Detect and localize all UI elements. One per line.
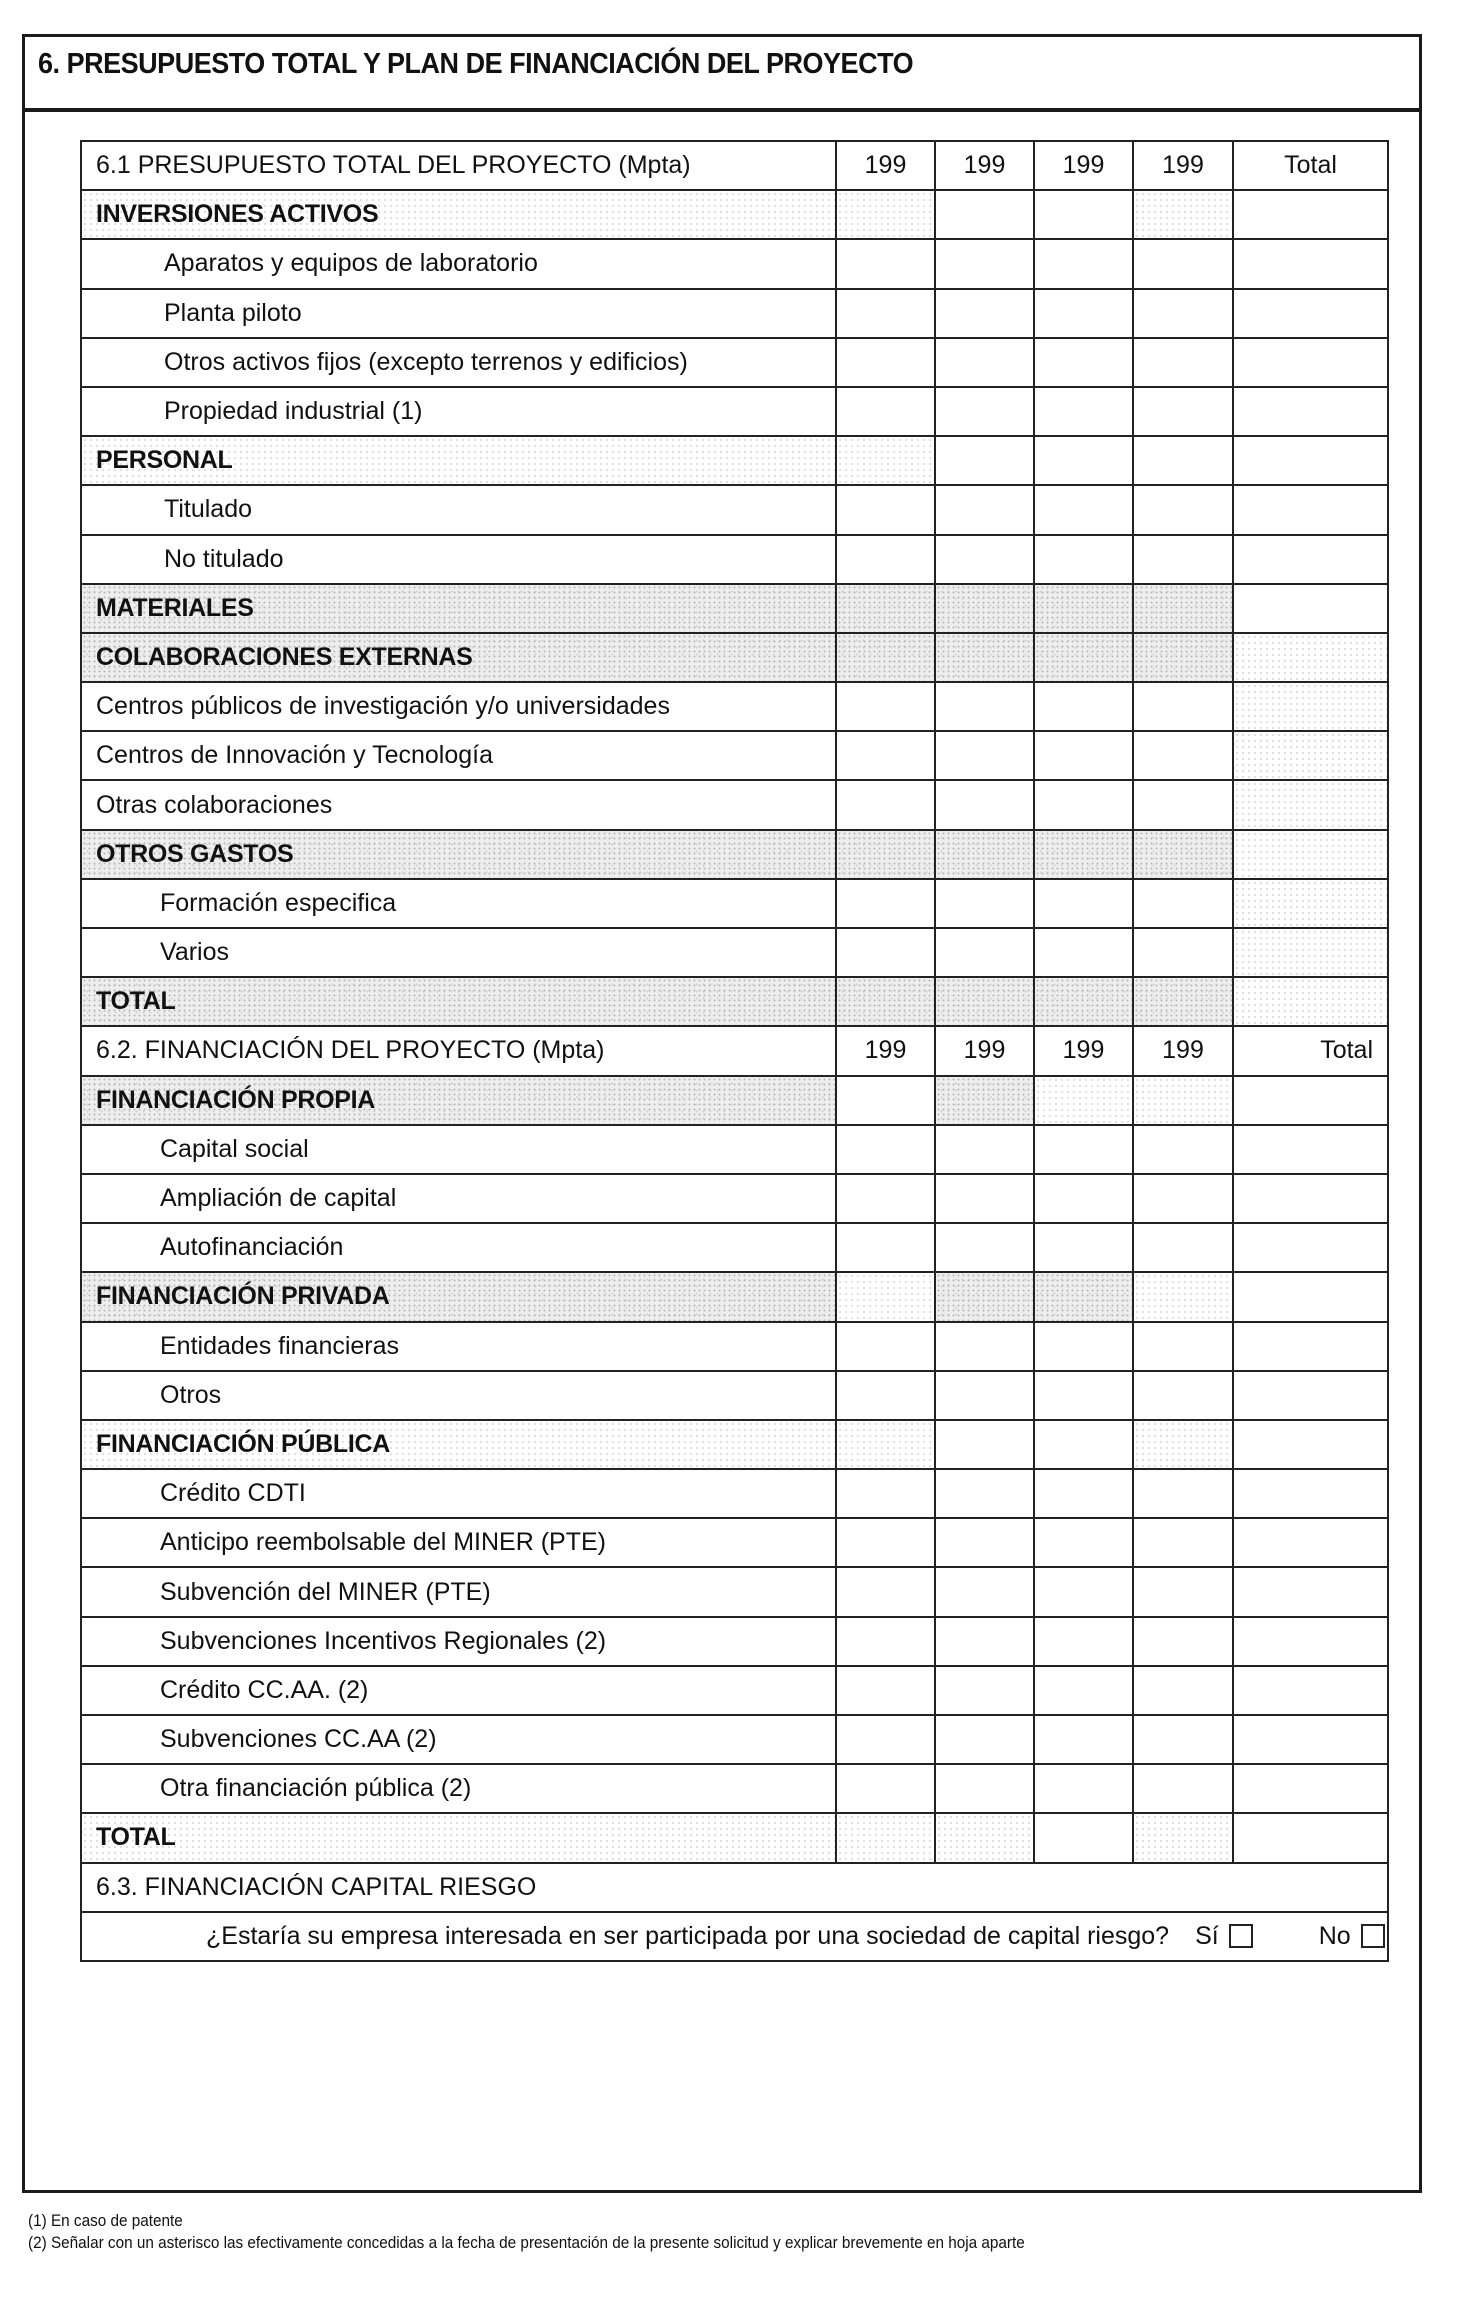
financing-item-row <box>81 1764 1388 1813</box>
budget-item-row <box>81 780 1388 829</box>
item-label: Subvenciones CC.AA (2) <box>81 1715 836 1764</box>
total-cell[interactable] <box>1233 830 1388 879</box>
category-row <box>81 584 1388 633</box>
item-label: Otra financiación pública (2) <box>81 1764 836 1813</box>
amount-cell[interactable] <box>1034 830 1133 879</box>
budget-item-row <box>81 338 1388 387</box>
item-label: Entidades financieras <box>81 1322 836 1371</box>
budget-total-row <box>81 977 1388 1026</box>
amount-cell[interactable] <box>836 830 935 879</box>
amount-cell[interactable] <box>1133 436 1233 485</box>
year-header: 199 <box>836 141 935 190</box>
financing-item-row <box>81 1617 1388 1666</box>
amount-cell[interactable] <box>1133 584 1233 633</box>
total-header: Total <box>1233 1026 1388 1075</box>
amount-cell[interactable] <box>1133 1813 1233 1862</box>
total-cell[interactable] <box>1233 1420 1388 1469</box>
amount-cell[interactable] <box>1133 928 1233 977</box>
amount-cell[interactable] <box>836 780 935 829</box>
financing-item-row <box>81 1666 1388 1715</box>
total-cell[interactable] <box>1233 1666 1388 1715</box>
category-privada: FINANCIACIÓN PRIVADA <box>81 1272 836 1321</box>
venture-question-cell <box>81 1912 1388 1961</box>
total-cell[interactable] <box>1233 633 1388 682</box>
budget-item-row <box>81 928 1388 977</box>
amount-cell[interactable] <box>1034 780 1133 829</box>
amount-cell[interactable] <box>935 1813 1034 1862</box>
total-cell[interactable] <box>1233 1272 1388 1321</box>
financing-item-row <box>81 1518 1388 1567</box>
amount-cell[interactable] <box>1034 1076 1133 1125</box>
budget-item-row <box>81 879 1388 928</box>
amount-cell[interactable] <box>836 1567 935 1616</box>
item-label: Otras colaboraciones <box>81 780 836 829</box>
total-cell[interactable] <box>1233 190 1388 239</box>
category-row <box>81 1076 1388 1125</box>
amount-cell[interactable] <box>935 535 1034 584</box>
item-label: Subvención del MINER (PTE) <box>81 1567 836 1616</box>
amount-cell[interactable] <box>935 1371 1034 1420</box>
venture-question: ¿Estaría su empresa interesada en ser participada por una sociedad de capital riesgo? <box>206 1921 1170 1950</box>
amount-cell[interactable] <box>1034 338 1133 387</box>
amount-cell[interactable] <box>1034 1764 1133 1813</box>
total-cell[interactable] <box>1233 879 1388 928</box>
year-header: 199 <box>1034 1026 1133 1075</box>
yes-checkbox[interactable] <box>1229 1924 1253 1948</box>
amount-cell[interactable] <box>1034 682 1133 731</box>
budget-header-row <box>81 141 1388 190</box>
amount-cell[interactable] <box>836 1518 935 1567</box>
amount-cell[interactable] <box>935 879 1034 928</box>
year-header: 199 <box>1034 141 1133 190</box>
budget-item-row <box>81 289 1388 338</box>
amount-cell[interactable] <box>1133 1666 1233 1715</box>
amount-cell[interactable] <box>836 485 935 534</box>
financing-item-row <box>81 1174 1388 1223</box>
amount-cell[interactable] <box>1034 1223 1133 1272</box>
amount-cell[interactable] <box>1034 1567 1133 1616</box>
amount-cell[interactable] <box>1034 387 1133 436</box>
section-title: 6. PRESUPUESTO TOTAL Y PLAN DE FINANCIACIÓN DEL PROYECTO <box>38 48 914 80</box>
total-cell[interactable] <box>1233 1518 1388 1567</box>
amount-cell[interactable] <box>1133 1125 1233 1174</box>
item-label: Anticipo reembolsable del MINER (PTE) <box>81 1518 836 1567</box>
year-header: 199 <box>935 141 1034 190</box>
amount-cell[interactable] <box>1133 535 1233 584</box>
financing-item-row <box>81 1715 1388 1764</box>
item-label: Crédito CC.AA. (2) <box>81 1666 836 1715</box>
venture-question-row <box>81 1912 1388 1961</box>
amount-cell[interactable] <box>935 633 1034 682</box>
footnotes <box>28 2210 1136 2254</box>
amount-cell[interactable] <box>935 1715 1034 1764</box>
amount-cell[interactable] <box>935 1174 1034 1223</box>
year-header: 199 <box>935 1026 1034 1075</box>
total-cell[interactable] <box>1233 1076 1388 1125</box>
item-label: No titulado <box>81 535 836 584</box>
amount-cell[interactable] <box>935 1666 1034 1715</box>
amount-cell[interactable] <box>935 1518 1034 1567</box>
amount-cell[interactable] <box>1133 1223 1233 1272</box>
amount-cell[interactable] <box>935 1617 1034 1666</box>
amount-cell[interactable] <box>935 731 1034 780</box>
total-cell[interactable] <box>1233 1469 1388 1518</box>
amount-cell[interactable] <box>836 1420 935 1469</box>
amount-cell[interactable] <box>935 780 1034 829</box>
amount-cell[interactable] <box>836 1764 935 1813</box>
total-cell[interactable] <box>1233 485 1388 534</box>
amount-cell[interactable] <box>836 1666 935 1715</box>
total-cell[interactable] <box>1233 436 1388 485</box>
category-colaboraciones: COLABORACIONES EXTERNAS <box>81 633 836 682</box>
year-header: 199 <box>1133 1026 1233 1075</box>
amount-cell[interactable] <box>935 830 1034 879</box>
financing-header: 6.2. FINANCIACIÓN DEL PROYECTO (Mpta) <box>81 1026 836 1075</box>
amount-cell[interactable] <box>935 977 1034 1026</box>
amount-cell[interactable] <box>836 1469 935 1518</box>
amount-cell[interactable] <box>836 387 935 436</box>
item-label: Subvenciones Incentivos Regionales (2) <box>81 1617 836 1666</box>
total-cell[interactable] <box>1233 731 1388 780</box>
amount-cell[interactable] <box>1034 731 1133 780</box>
amount-cell[interactable] <box>1034 1666 1133 1715</box>
amount-cell[interactable] <box>1133 1420 1233 1469</box>
amount-cell[interactable] <box>1133 1174 1233 1223</box>
category-propia: FINANCIACIÓN PROPIA <box>81 1076 836 1125</box>
amount-cell[interactable] <box>1034 1469 1133 1518</box>
amount-cell[interactable] <box>836 928 935 977</box>
amount-cell[interactable] <box>935 485 1034 534</box>
amount-cell[interactable] <box>1133 1076 1233 1125</box>
total-cell[interactable] <box>1233 535 1388 584</box>
total-cell[interactable] <box>1233 289 1388 338</box>
total-cell[interactable] <box>1233 338 1388 387</box>
total-cell[interactable] <box>1233 387 1388 436</box>
item-label: Crédito CDTI <box>81 1469 836 1518</box>
item-label: Titulado <box>81 485 836 534</box>
category-row <box>81 436 1388 485</box>
amount-cell[interactable] <box>1133 1469 1233 1518</box>
amount-cell[interactable] <box>935 1223 1034 1272</box>
financing-total-row <box>81 1813 1388 1862</box>
item-label: Centros de Innovación y Tecnología <box>81 731 836 780</box>
amount-cell[interactable] <box>1034 928 1133 977</box>
total-cell[interactable] <box>1233 1371 1388 1420</box>
amount-cell[interactable] <box>1133 190 1233 239</box>
category-row <box>81 830 1388 879</box>
amount-cell[interactable] <box>935 239 1034 288</box>
budget-financing-table <box>80 140 1389 1962</box>
amount-cell[interactable] <box>935 1567 1034 1616</box>
footnote: (2) Señalar con un asterisco las efectivamente concedidas a la fecha de presentación de la presente solicitud y explicar brevemente en hoja aparte <box>28 2233 1025 2252</box>
total-cell[interactable] <box>1233 977 1388 1026</box>
total-cell[interactable] <box>1233 1174 1388 1223</box>
no-label: No <box>1318 1921 1351 1950</box>
amount-cell[interactable] <box>1133 1518 1233 1567</box>
amount-cell[interactable] <box>1034 535 1133 584</box>
amount-cell[interactable] <box>1133 1322 1233 1371</box>
amount-cell[interactable] <box>935 387 1034 436</box>
amount-cell[interactable] <box>1034 584 1133 633</box>
venture-question-wrap <box>96 1913 1387 1960</box>
amount-cell[interactable] <box>1034 977 1133 1026</box>
amount-cell[interactable] <box>1133 1715 1233 1764</box>
amount-cell[interactable] <box>1133 289 1233 338</box>
amount-cell[interactable] <box>935 1764 1034 1813</box>
total-cell[interactable] <box>1233 1567 1388 1616</box>
amount-cell[interactable] <box>836 1813 935 1862</box>
amount-cell[interactable] <box>1034 1617 1133 1666</box>
amount-cell[interactable] <box>1133 1272 1233 1321</box>
item-label: Centros públicos de investigación y/o universidades <box>81 682 836 731</box>
amount-cell[interactable] <box>935 1125 1034 1174</box>
item-label: Varios <box>81 928 836 977</box>
category-row <box>81 1272 1388 1321</box>
financing-total-label: TOTAL <box>81 1813 836 1862</box>
amount-cell[interactable] <box>1034 1125 1133 1174</box>
amount-cell[interactable] <box>1034 1813 1133 1862</box>
financing-item-row <box>81 1371 1388 1420</box>
amount-cell[interactable] <box>836 682 935 731</box>
amount-cell[interactable] <box>1034 633 1133 682</box>
amount-cell[interactable] <box>836 977 935 1026</box>
financing-item-row <box>81 1223 1388 1272</box>
financing-item-row <box>81 1567 1388 1616</box>
venture-header-row <box>81 1863 1388 1912</box>
budget-item-row <box>81 535 1388 584</box>
financing-item-row <box>81 1469 1388 1518</box>
total-cell[interactable] <box>1233 1617 1388 1666</box>
amount-cell[interactable] <box>836 436 935 485</box>
amount-cell[interactable] <box>1034 1322 1133 1371</box>
amount-cell[interactable] <box>836 1322 935 1371</box>
amount-cell[interactable] <box>1034 1420 1133 1469</box>
amount-cell[interactable] <box>1034 239 1133 288</box>
amount-cell[interactable] <box>935 584 1034 633</box>
total-cell[interactable] <box>1233 1125 1388 1174</box>
amount-cell[interactable] <box>836 731 935 780</box>
amount-cell[interactable] <box>935 1272 1034 1321</box>
total-cell[interactable] <box>1233 239 1388 288</box>
total-cell[interactable] <box>1233 1223 1388 1272</box>
amount-cell[interactable] <box>836 1617 935 1666</box>
category-personal: PERSONAL <box>81 436 836 485</box>
amount-cell[interactable] <box>935 682 1034 731</box>
amount-cell[interactable] <box>1133 387 1233 436</box>
item-label: Autofinanciación <box>81 1223 836 1272</box>
form-frame-bottom <box>22 2184 1422 2193</box>
category-inversiones: INVERSIONES ACTIVOS <box>81 190 836 239</box>
amount-cell[interactable] <box>1133 1764 1233 1813</box>
yes-label: Sí <box>1195 1921 1219 1950</box>
amount-cell[interactable] <box>1034 879 1133 928</box>
item-label: Otros <box>81 1371 836 1420</box>
amount-cell[interactable] <box>1034 1715 1133 1764</box>
category-row <box>81 1420 1388 1469</box>
total-cell[interactable] <box>1233 1764 1388 1813</box>
yes-option[interactable] <box>1195 1921 1253 1950</box>
total-cell[interactable] <box>1233 780 1388 829</box>
item-label: Aparatos y equipos de laboratorio <box>81 239 836 288</box>
year-header: 199 <box>836 1026 935 1075</box>
amount-cell[interactable] <box>836 1174 935 1223</box>
amount-cell[interactable] <box>836 633 935 682</box>
amount-cell[interactable] <box>1133 731 1233 780</box>
amount-cell[interactable] <box>1034 289 1133 338</box>
amount-cell[interactable] <box>836 1223 935 1272</box>
total-cell[interactable] <box>1233 1322 1388 1371</box>
amount-cell[interactable] <box>1133 1567 1233 1616</box>
amount-cell[interactable] <box>935 190 1034 239</box>
no-option[interactable] <box>1318 1921 1385 1950</box>
amount-cell[interactable] <box>1133 682 1233 731</box>
total-cell[interactable] <box>1233 928 1388 977</box>
amount-cell[interactable] <box>1133 879 1233 928</box>
amount-cell[interactable] <box>1034 190 1133 239</box>
total-cell[interactable] <box>1233 1715 1388 1764</box>
category-row <box>81 633 1388 682</box>
amount-cell[interactable] <box>1133 977 1233 1026</box>
amount-cell[interactable] <box>1034 1518 1133 1567</box>
budget-item-row <box>81 731 1388 780</box>
budget-total-label: TOTAL <box>81 977 836 1026</box>
year-header: 199 <box>1133 141 1233 190</box>
total-cell[interactable] <box>1233 584 1388 633</box>
category-row <box>81 190 1388 239</box>
amount-cell[interactable] <box>1133 1371 1233 1420</box>
budget-item-row <box>81 682 1388 731</box>
amount-cell[interactable] <box>935 338 1034 387</box>
amount-cell[interactable] <box>836 190 935 239</box>
item-label: Formación especifica <box>81 879 836 928</box>
amount-cell[interactable] <box>935 436 1034 485</box>
amount-cell[interactable] <box>935 1469 1034 1518</box>
item-label: Planta piloto <box>81 289 836 338</box>
financing-header-row <box>81 1026 1388 1075</box>
amount-cell[interactable] <box>1034 1371 1133 1420</box>
budget-item-row <box>81 239 1388 288</box>
budget-item-row <box>81 485 1388 534</box>
amount-cell[interactable] <box>1133 780 1233 829</box>
amount-cell[interactable] <box>935 928 1034 977</box>
item-label: Propiedad industrial (1) <box>81 387 836 436</box>
amount-cell[interactable] <box>935 1076 1034 1125</box>
amount-cell[interactable] <box>1133 633 1233 682</box>
amount-cell[interactable] <box>1034 436 1133 485</box>
category-publica: FINANCIACIÓN PÚBLICA <box>81 1420 836 1469</box>
amount-cell[interactable] <box>935 1420 1034 1469</box>
amount-cell[interactable] <box>836 1371 935 1420</box>
category-materiales: MATERIALES <box>81 584 836 633</box>
financing-item-row <box>81 1322 1388 1371</box>
amount-cell[interactable] <box>1133 485 1233 534</box>
amount-cell[interactable] <box>1133 239 1233 288</box>
item-label: Capital social <box>81 1125 836 1174</box>
amount-cell[interactable] <box>836 879 935 928</box>
amount-cell[interactable] <box>1034 485 1133 534</box>
amount-cell[interactable] <box>836 1272 935 1321</box>
amount-cell[interactable] <box>1133 1617 1233 1666</box>
item-label: Ampliación de capital <box>81 1174 836 1223</box>
amount-cell[interactable] <box>1034 1174 1133 1223</box>
footnote: (1) En caso de patente <box>28 2211 183 2230</box>
budget-header: 6.1 PRESUPUESTO TOTAL DEL PROYECTO (Mpta) <box>81 141 836 190</box>
amount-cell[interactable] <box>836 1125 935 1174</box>
financing-item-row <box>81 1125 1388 1174</box>
total-cell[interactable] <box>1233 682 1388 731</box>
amount-cell[interactable] <box>1133 338 1233 387</box>
item-label: Otros activos fijos (excepto terrenos y edificios) <box>81 338 836 387</box>
amount-cell[interactable] <box>836 584 935 633</box>
amount-cell[interactable] <box>1133 830 1233 879</box>
venture-header: 6.3. FINANCIACIÓN CAPITAL RIESGO <box>81 1863 1388 1912</box>
title-divider <box>22 108 1422 112</box>
amount-cell[interactable] <box>836 239 935 288</box>
amount-cell[interactable] <box>836 338 935 387</box>
amount-cell[interactable] <box>1034 1272 1133 1321</box>
total-cell[interactable] <box>1233 1813 1388 1862</box>
amount-cell[interactable] <box>935 289 1034 338</box>
amount-cell[interactable] <box>935 1322 1034 1371</box>
budget-item-row <box>81 387 1388 436</box>
total-header: Total <box>1233 141 1388 190</box>
no-checkbox[interactable] <box>1361 1924 1385 1948</box>
category-otros-gastos: OTROS GASTOS <box>81 830 836 879</box>
amount-cell[interactable] <box>836 1715 935 1764</box>
amount-cell[interactable] <box>836 1076 935 1125</box>
amount-cell[interactable] <box>836 289 935 338</box>
amount-cell[interactable] <box>836 535 935 584</box>
